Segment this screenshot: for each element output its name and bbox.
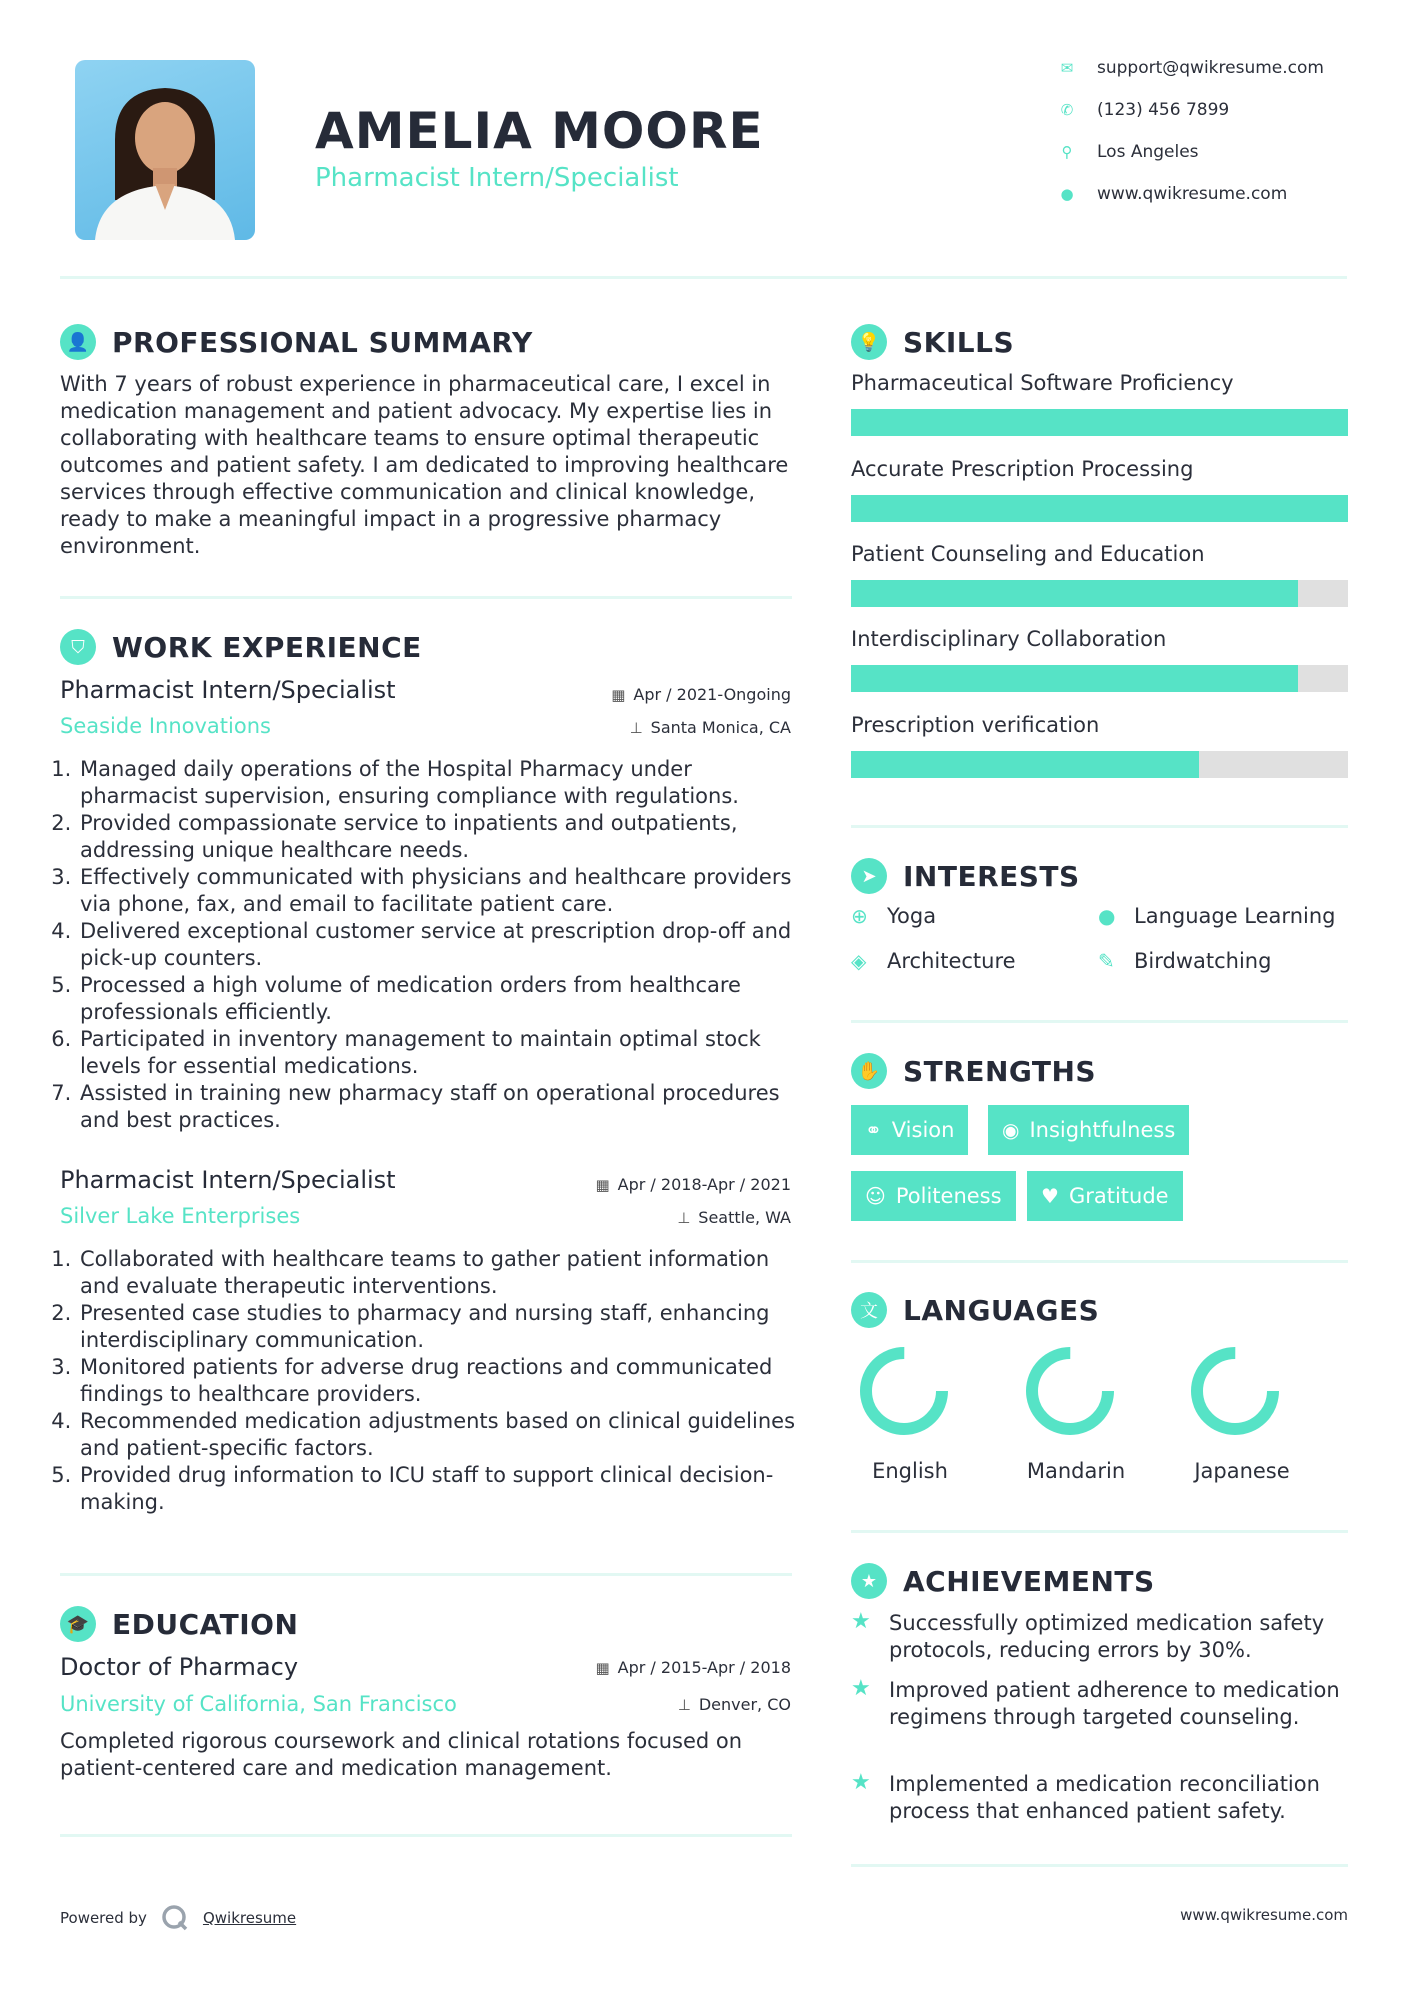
language-icon: 文 (851, 1292, 887, 1328)
skill-bar (851, 751, 1348, 778)
job-title: Pharmacist Intern/Specialist (60, 676, 396, 704)
skills-divider (851, 825, 1348, 828)
achievement-text: Successfully optimized medication safety protocols, reducing errors by 30%. (889, 1611, 1325, 1662)
chair-icon: ⛉ (60, 629, 96, 665)
phone-icon: ✆ (1060, 101, 1074, 119)
summary-text: With 7 years of robust experience in pharmaceutical care, I excel in medication management and patient advocacy. My expertise lies in collaborating with healthcare teams to ensure optimal therapeutic outcomes and patient safety. I am dedicated to improving healthcare services through effective communication and clinical knowledge, ready to make a meaningful impact in a progressive pharmacy environment. (60, 372, 789, 558)
interests-divider (851, 1020, 1348, 1023)
skills-heading (851, 324, 1014, 360)
contact-email[interactable] (1055, 58, 1324, 78)
list-item: 4. Delivered exceptional customer service at prescription drop-off and pick-up counters. (78, 918, 795, 972)
interest-item (1098, 949, 1271, 973)
contact-phone[interactable] (1055, 100, 1229, 120)
strength-label: Insightfulness (1029, 1118, 1176, 1142)
interest-label: Yoga (887, 904, 937, 928)
education-location-text: Denver, CO (698, 1695, 791, 1714)
job-date (560, 685, 791, 704)
contact-email-text: support@qwikresume.com (1097, 58, 1324, 78)
strength-tag (1027, 1171, 1183, 1221)
languages-title: LANGUAGES (903, 1293, 1100, 1327)
language-ring-japanese (1187, 1343, 1283, 1439)
education-title: EDUCATION (112, 1607, 299, 1641)
globe-icon: ● (1060, 185, 1074, 203)
star-icon: ★ (851, 1770, 871, 1795)
brand-link[interactable]: Qwikresume (202, 1909, 297, 1927)
binoculars-icon: ⚭ (865, 1118, 882, 1142)
strengths-divider (851, 1260, 1348, 1263)
achievements-divider (851, 1864, 1348, 1867)
education-divider (60, 1834, 792, 1837)
job-duties-list (55, 1246, 795, 1516)
profile-photo (75, 60, 255, 240)
skill-label: Accurate Prescription Processing (851, 457, 1194, 481)
job-date (560, 1175, 791, 1194)
strengths-title: STRENGTHS (903, 1054, 1097, 1088)
strength-tag (851, 1171, 1016, 1221)
achievement-text: Improved patient adherence to medication regimens through targeted counseling. (889, 1678, 1340, 1729)
contact-location-text: Los Angeles (1097, 142, 1199, 162)
job-location-text: Seattle, WA (698, 1208, 791, 1227)
skill-bar-fill (851, 665, 1298, 692)
list-item: 2. Provided compassionate service to inpatients and outpatients, addressing unique healthcare needs. (78, 810, 795, 864)
strength-label: Vision (891, 1118, 955, 1142)
pin-icon: ⊥ (677, 1696, 691, 1714)
star-icon: ★ (851, 1609, 871, 1634)
edit-icon: ✎ (1098, 949, 1115, 973)
languages-divider (851, 1530, 1348, 1533)
skill-bar (851, 495, 1348, 522)
pin-icon: ⊥ (629, 719, 643, 737)
job-company: Seaside Innovations (60, 714, 271, 738)
job-duties-list (55, 756, 795, 1134)
calendar-icon: ▦ (611, 686, 626, 704)
list-item: 7. Assisted in training new pharmacy staff on operational procedures and best practices. (78, 1080, 795, 1134)
skill-bar-fill (851, 409, 1348, 436)
list-item: 1. Collaborated with healthcare teams to gather patient information and evaluate therapeutic interventions. (78, 1246, 795, 1300)
job-location (560, 718, 791, 737)
skill-label: Interdisciplinary Collaboration (851, 627, 1167, 651)
education-text: Completed rigorous coursework and clinical rotations focused on patient-centered care and medication management. (60, 1729, 743, 1780)
interest-item (1098, 904, 1335, 928)
lifebuoy-icon: ⊕ (851, 904, 868, 928)
language-label: English (872, 1459, 948, 1483)
list-item: 5. Provided drug information to ICU staff to support clinical decision-making. (78, 1462, 795, 1516)
job-date-text: Apr / 2021-Ongoing (633, 685, 791, 704)
skill-label: Pharmaceutical Software Proficiency (851, 371, 1234, 395)
skills-title: SKILLS (903, 325, 1015, 359)
language-ring-english (856, 1343, 952, 1439)
achievement-text: Implemented a medication reconciliation process that enhanced patient safety. (889, 1772, 1320, 1823)
tag-icon: ◈ (851, 949, 867, 973)
qwikresume-logo-icon (161, 1904, 189, 1932)
strength-label: Gratitude (1068, 1184, 1169, 1208)
job-company: Silver Lake Enterprises (60, 1204, 301, 1228)
school-name: University of California, San Francisco (60, 1692, 457, 1716)
summary-title: PROFESSIONAL SUMMARY (112, 325, 533, 359)
interest-label: Architecture (887, 949, 1016, 973)
footer-url[interactable]: www.qwikresume.com (1180, 1906, 1348, 1924)
interest-label: Birdwatching (1134, 949, 1272, 973)
list-item: 2. Presented case studies to pharmacy and nursing staff, enhancing interdisciplinary communication. (78, 1300, 795, 1354)
interest-item (851, 904, 936, 928)
experience-divider (60, 1573, 792, 1576)
skill-bar (851, 409, 1348, 436)
skill-bar (851, 580, 1348, 607)
skill-label: Prescription verification (851, 713, 1100, 737)
user-icon: 👤 (60, 324, 96, 360)
languages-heading (851, 1292, 1099, 1328)
summary-divider (60, 596, 792, 599)
powered-by-label: Powered by (60, 1909, 147, 1927)
interests-heading (851, 858, 1080, 894)
pin-icon: ⊥ (677, 1209, 691, 1227)
education-date-text: Apr / 2015-Apr / 2018 (617, 1658, 791, 1677)
header-divider (60, 276, 1347, 279)
achievements-title: ACHIEVEMENTS (903, 1564, 1155, 1598)
skill-bar (851, 665, 1348, 692)
education-heading (60, 1606, 298, 1642)
skill-bar-fill (851, 495, 1348, 522)
skill-label: Patient Counseling and Education (851, 542, 1205, 566)
heart-icon: ♥ (1041, 1184, 1059, 1208)
strengths-heading (851, 1053, 1096, 1089)
job-date-text: Apr / 2018-Apr / 2021 (617, 1175, 791, 1194)
location-pin-icon: ⚲ (1061, 143, 1073, 161)
interest-label: Language Learning (1134, 904, 1336, 928)
contact-location (1055, 142, 1199, 162)
job-location (560, 1208, 791, 1227)
footer-powered (60, 1904, 296, 1932)
eye-icon: ◉ (1002, 1118, 1020, 1142)
achievement-item (851, 1610, 1348, 1664)
calendar-icon: ▦ (595, 1176, 610, 1194)
skill-bar-fill (851, 580, 1298, 607)
job-location-text: Santa Monica, CA (650, 718, 791, 737)
education-date (560, 1658, 791, 1677)
paper-plane-icon: ➤ (851, 858, 887, 894)
candidate-role: Pharmacist Intern/Specialist (315, 163, 679, 193)
degree-title: Doctor of Pharmacy (60, 1653, 299, 1681)
interest-item (851, 949, 1016, 973)
language-ring-mandarin (1022, 1343, 1118, 1439)
list-item: 6. Participated in inventory management to maintain optimal stock levels for essential medications. (78, 1026, 795, 1080)
graduate-icon: 🎓 (60, 1606, 96, 1642)
language-label: Mandarin (1026, 1459, 1126, 1483)
interests-title: INTERESTS (903, 859, 1080, 893)
list-item: 3. Monitored patients for adverse drug reactions and communicated findings to healthcare providers. (78, 1354, 795, 1408)
envelope-icon: ✉ (1060, 59, 1074, 77)
calendar-icon: ▦ (595, 1659, 610, 1677)
globe-icon: ● (1098, 904, 1116, 928)
list-item: 3. Effectively communicated with physicians and healthcare providers via phone, fax, and email to facilitate patient care. (78, 864, 795, 918)
list-item: 5. Processed a high volume of medication orders from healthcare professionals efficiently. (78, 972, 795, 1026)
star-icon: ★ (851, 1676, 871, 1701)
job-title: Pharmacist Intern/Specialist (60, 1166, 396, 1194)
list-item: 4. Recommended medication adjustments based on clinical guidelines and patient-specific factors. (78, 1408, 795, 1462)
summary-heading (60, 324, 533, 360)
hand-icon: ✋ (851, 1053, 887, 1089)
skill-bar-fill (851, 751, 1199, 778)
achievement-item (851, 1771, 1348, 1825)
strength-label: Politeness (895, 1184, 1002, 1208)
lightbulb-icon: 💡 (851, 324, 887, 360)
candidate-name: AMELIA MOORE (315, 102, 764, 160)
experience-title: WORK EXPERIENCE (112, 630, 422, 664)
achievements-heading (851, 1563, 1155, 1599)
contact-website[interactable] (1055, 184, 1287, 204)
language-label: Japanese (1194, 1459, 1290, 1483)
achievement-item (851, 1677, 1348, 1731)
smile-icon: ☺ (865, 1184, 886, 1208)
strength-tag (988, 1105, 1189, 1155)
education-location (560, 1695, 791, 1714)
contact-phone-text: (123) 456 7899 (1097, 100, 1230, 120)
experience-heading (60, 629, 422, 665)
contact-website-text: www.qwikresume.com (1097, 184, 1288, 204)
list-item: 1. Managed daily operations of the Hospital Pharmacy under pharmacist supervision, ensuring compliance with regulations. (78, 756, 795, 810)
strength-tag (851, 1105, 968, 1155)
star-badge-icon: ★ (851, 1563, 887, 1599)
